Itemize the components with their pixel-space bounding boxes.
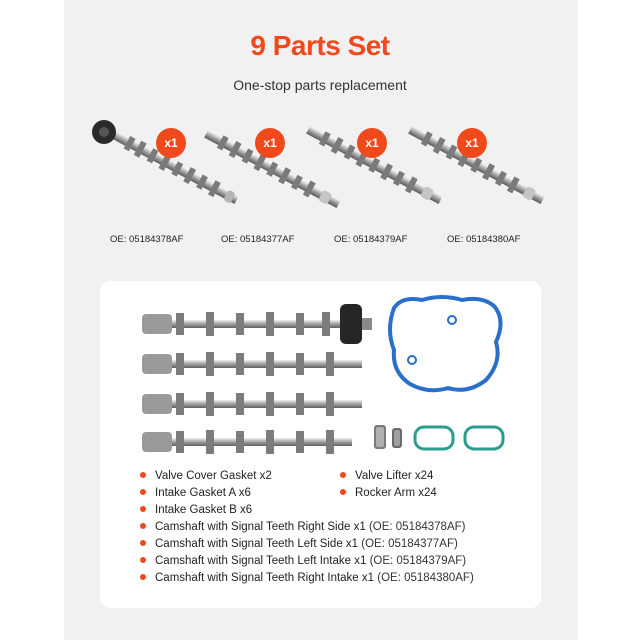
bullet-icon <box>140 506 146 512</box>
bullet-icon <box>140 489 146 495</box>
list-item: Rocker Arm x24 <box>340 487 437 499</box>
bullet-icon <box>140 557 146 563</box>
parts-list <box>140 470 540 590</box>
list-item: Intake Gasket B x6 <box>140 504 252 516</box>
oe-number-1: OE: 05184378AF <box>110 234 184 245</box>
list-item: Valve Cover Gasket x2 <box>140 470 272 482</box>
bullet-icon <box>340 472 346 478</box>
bullet-icon <box>340 489 346 495</box>
bullet-icon <box>140 523 146 529</box>
quantity-badge-4: x1 <box>457 128 487 158</box>
valve-cover-gasket-image <box>382 290 512 400</box>
bullet-icon <box>140 574 146 580</box>
valve-lifter-image <box>370 422 410 452</box>
bullet-icon <box>140 472 146 478</box>
list-item: Intake Gasket A x6 <box>140 487 251 499</box>
list-item: Valve Lifter x24 <box>340 470 433 482</box>
quantity-badge-3: x1 <box>357 128 387 158</box>
oe-number-4: OE: 05184380AF <box>447 234 521 245</box>
list-item: Camshaft with Signal Teeth Right Side x1 (OE: 05184378AF) <box>140 521 465 533</box>
bullet-icon <box>140 540 146 546</box>
page-title: 9 Parts Set <box>250 30 390 61</box>
quantity-badge-1: x1 <box>156 128 186 158</box>
oe-number-2: OE: 05184377AF <box>221 234 295 245</box>
list-item: Camshaft with Signal Teeth Left Side x1 (OE: 05184377AF) <box>140 538 458 550</box>
list-item: Camshaft with Signal Teeth Left Intake x1 (OE: 05184379AF) <box>140 555 466 567</box>
oe-number-3: OE: 05184379AF <box>334 234 408 245</box>
quantity-badge-2: x1 <box>255 128 285 158</box>
right-margin <box>578 0 640 640</box>
kit-camshafts-image <box>136 298 376 458</box>
list-item: Camshaft with Signal Teeth Right Intake x1 (OE: 05184380AF) <box>140 572 474 584</box>
intake-gasket-a-image <box>412 424 456 452</box>
left-margin <box>0 0 64 640</box>
page-subtitle: One-stop parts replacement <box>233 77 407 93</box>
intake-gasket-b-image <box>462 424 506 452</box>
